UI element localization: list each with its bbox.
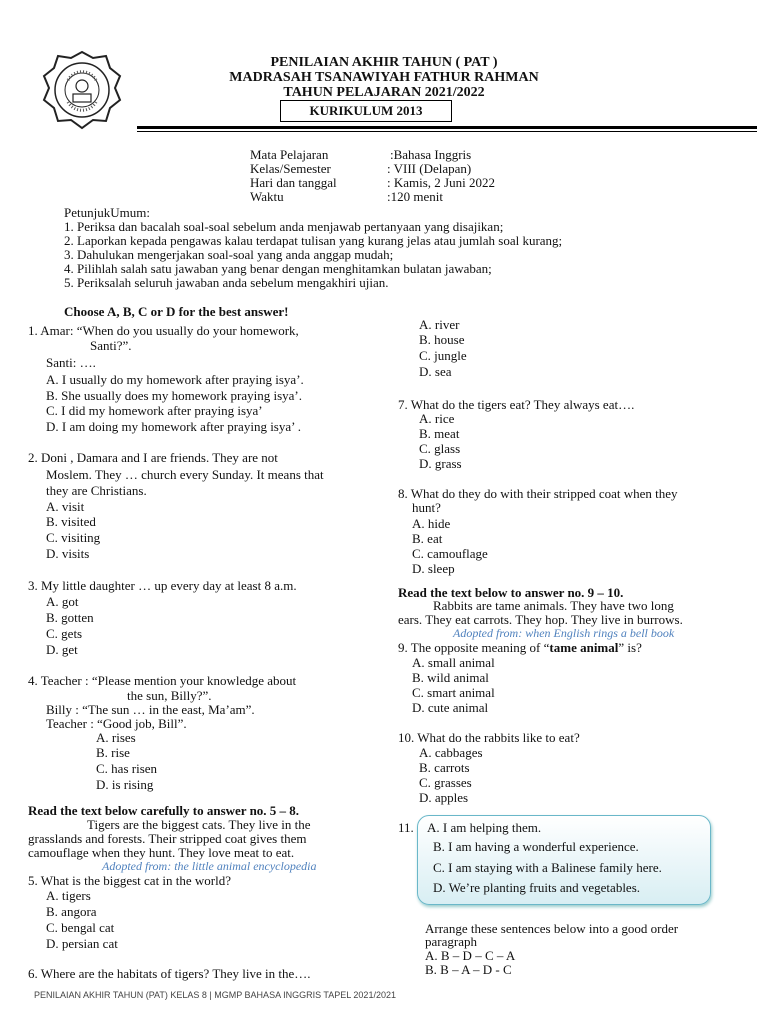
reading-instruction-2: Read the text below to answer no. 9 – 10. [398, 585, 624, 600]
option: B. gotten [46, 610, 94, 625]
option: B. house [419, 332, 465, 347]
option: B. B – A – D - C [425, 962, 512, 977]
petunjuk-title: PetunjukUmum: [64, 205, 150, 220]
petunjuk-item: 4. Pilihlah salah satu jawaban yang benar dengan menghitamkan bulatan jawaban; [64, 261, 492, 276]
sentence-option: A. I am helping them. [427, 820, 542, 835]
option: D. apples [419, 790, 469, 805]
option: C. I did my homework after praying isya’ [46, 403, 263, 418]
reading-text-2: ears. They eat carrots. They hop. They live in burrows. [398, 612, 683, 627]
question-2: 2. Doni , Damara and I are friends. They are not [28, 450, 278, 465]
option: C. camouflage [412, 546, 488, 561]
header-divider-thin [137, 131, 757, 132]
info-value: :120 menit [387, 189, 443, 204]
question-4-teacher2: Teacher : “Good job, Bill”. [46, 716, 187, 731]
header-line-2: MADRASAH TSANAWIYAH FATHUR RAHMAN [229, 70, 539, 85]
option: C. has risen [96, 761, 158, 776]
option: D. grass [419, 456, 462, 471]
reading-text-1: grasslands and forests. Their stripped coat gives them [28, 831, 307, 846]
info-value: : VIII (Delapan) [387, 161, 472, 176]
option: C. gets [46, 626, 83, 641]
option: B. eat [412, 531, 443, 546]
question-3: 3. My little daughter … up every day at least 8 a.m. [28, 578, 297, 593]
reading-text-1: Tigers are the biggest cats. They live in the [87, 817, 311, 832]
instruction: Choose A, B, C or D for the best answer! [64, 304, 289, 319]
question-9-bold: tame animal [549, 640, 619, 655]
option: B. angora [46, 904, 97, 919]
arrange-instruction: Arrange these sentences below into a good order [425, 921, 679, 936]
option: D. sleep [412, 561, 455, 576]
option: B. meat [419, 426, 460, 441]
option: D. persian cat [46, 936, 118, 951]
kurikulum-box: KURIKULUM 2013 [280, 100, 452, 122]
option: B. wild animal [412, 670, 489, 685]
info-label: Waktu [250, 189, 284, 204]
option: B. carrots [419, 760, 470, 775]
question-9-pre: 9. The opposite meaning of “ [398, 640, 550, 655]
option: B. visited [46, 514, 96, 529]
option: D. is rising [96, 777, 154, 792]
info-label: Kelas/Semester [250, 161, 331, 176]
info-value: : Kamis, 2 Juni 2022 [387, 175, 495, 190]
header-line-3: TAHUN PELAJARAN 2021/2022 [283, 85, 485, 100]
option: A. I usually do my homework after praying isya’. [46, 372, 304, 387]
petunjuk-item: 5. Periksalah seluruh jawaban anda sebelum mengakhiri ujian. [64, 275, 389, 290]
petunjuk-item: 2. Laporkan kepada pengawas kalau terdapat tulisan yang kurang jelas atau jumlah soal kurang; [64, 233, 563, 248]
info-label: Mata Pelajaran [250, 147, 329, 162]
question-4-teacher-cont: the sun, Billy?”. [127, 688, 212, 703]
option: A. rice [419, 411, 455, 426]
option: C. visiting [46, 530, 101, 545]
option: C. bengal cat [46, 920, 115, 935]
option: A. got [46, 594, 79, 609]
question-2-cont: they are Christians. [46, 483, 147, 498]
question-7: 7. What do the tigers eat? They always eat…. [398, 397, 635, 412]
reading-text-2: Rabbits are tame animals. They have two long [433, 598, 674, 613]
source-citation-2: Adopted from: when English rings a bell book [453, 626, 675, 640]
petunjuk-item: 3. Dahulukan mengerjakan soal-soal yang anda anggap mudah; [64, 247, 394, 262]
question-1-santi: Santi: …. [46, 355, 96, 370]
question-10: 10. What do the rabbits like to eat? [398, 730, 580, 745]
option: A. hide [412, 516, 451, 531]
question-9-post: ” is? [618, 640, 642, 655]
option: A. tigers [46, 888, 91, 903]
question-9 [398, 640, 642, 655]
option: C. smart animal [412, 685, 495, 700]
page-footer: PENILAIAN AKHIR TAHUN (PAT) KELAS 8 | MGMP BAHASA INGGRIS TAPEL 2021/2021 [34, 990, 396, 1000]
option: C. glass [419, 441, 461, 456]
info-label: Hari dan tanggal [250, 175, 337, 190]
question-8: 8. What do they do with their stripped coat when they [398, 486, 678, 501]
question-1: 1. Amar: “When do you usually do your homework, [28, 323, 299, 338]
option: A. rises [96, 730, 136, 745]
sentence-option: B. I am having a wonderful experience. [433, 839, 639, 854]
option: A. visit [46, 499, 85, 514]
sentence-option: D. We’re planting fruits and vegetables. [433, 880, 641, 895]
question-4-billy: Billy : “The sun … in the east, Ma’am”. [46, 702, 255, 717]
option: B. rise [96, 745, 130, 760]
question-5: 5. What is the biggest cat in the world? [28, 873, 232, 888]
option: A. B – D – C – A [425, 948, 516, 963]
option: D. I am doing my homework after praying isya’ . [46, 419, 301, 434]
reading-text-1: camouflage when they hunt. They love meat to eat. [28, 845, 295, 860]
sentence-option: C. I am staying with a Balinese family here. [433, 860, 662, 875]
question-1-cont: Santi?”. [90, 338, 132, 353]
option: D. cute animal [412, 700, 489, 715]
info-value: :Bahasa Inggris [390, 147, 472, 162]
question-8-cont: hunt? [412, 500, 441, 515]
option: A. small animal [412, 655, 495, 670]
source-citation-1: Adopted from: the little animal encyclopedia [102, 859, 317, 873]
header-divider-thick [137, 126, 757, 129]
option: D. get [46, 642, 78, 657]
question-4-teacher: 4. Teacher : “Please mention your knowledge about [28, 673, 297, 688]
arrange-instruction-cont: paragraph [425, 934, 477, 949]
option: B. She usually does my homework praying isya’. [46, 388, 302, 403]
option: D. visits [46, 546, 90, 561]
option: C. grasses [419, 775, 472, 790]
header-line-1: PENILAIAN AKHIR TAHUN ( PAT ) [270, 55, 498, 70]
reading-instruction-1: Read the text below carefully to answer no. 5 – 8. [28, 803, 300, 818]
question-2-cont: Moslem. They … church every Sunday. It means that [46, 467, 324, 482]
option: A. cabbages [419, 745, 483, 760]
petunjuk-item: 1. Periksa dan bacalah soal-soal sebelum anda menjawab pertanyaan yang disajikan; [64, 219, 504, 234]
option: C. jungle [419, 348, 467, 363]
option: D. sea [419, 364, 452, 379]
question-11-number: 11. [398, 820, 414, 835]
question-6: 6. Where are the habitats of tigers? They live in the…. [28, 966, 311, 981]
option: A. river [419, 317, 460, 332]
